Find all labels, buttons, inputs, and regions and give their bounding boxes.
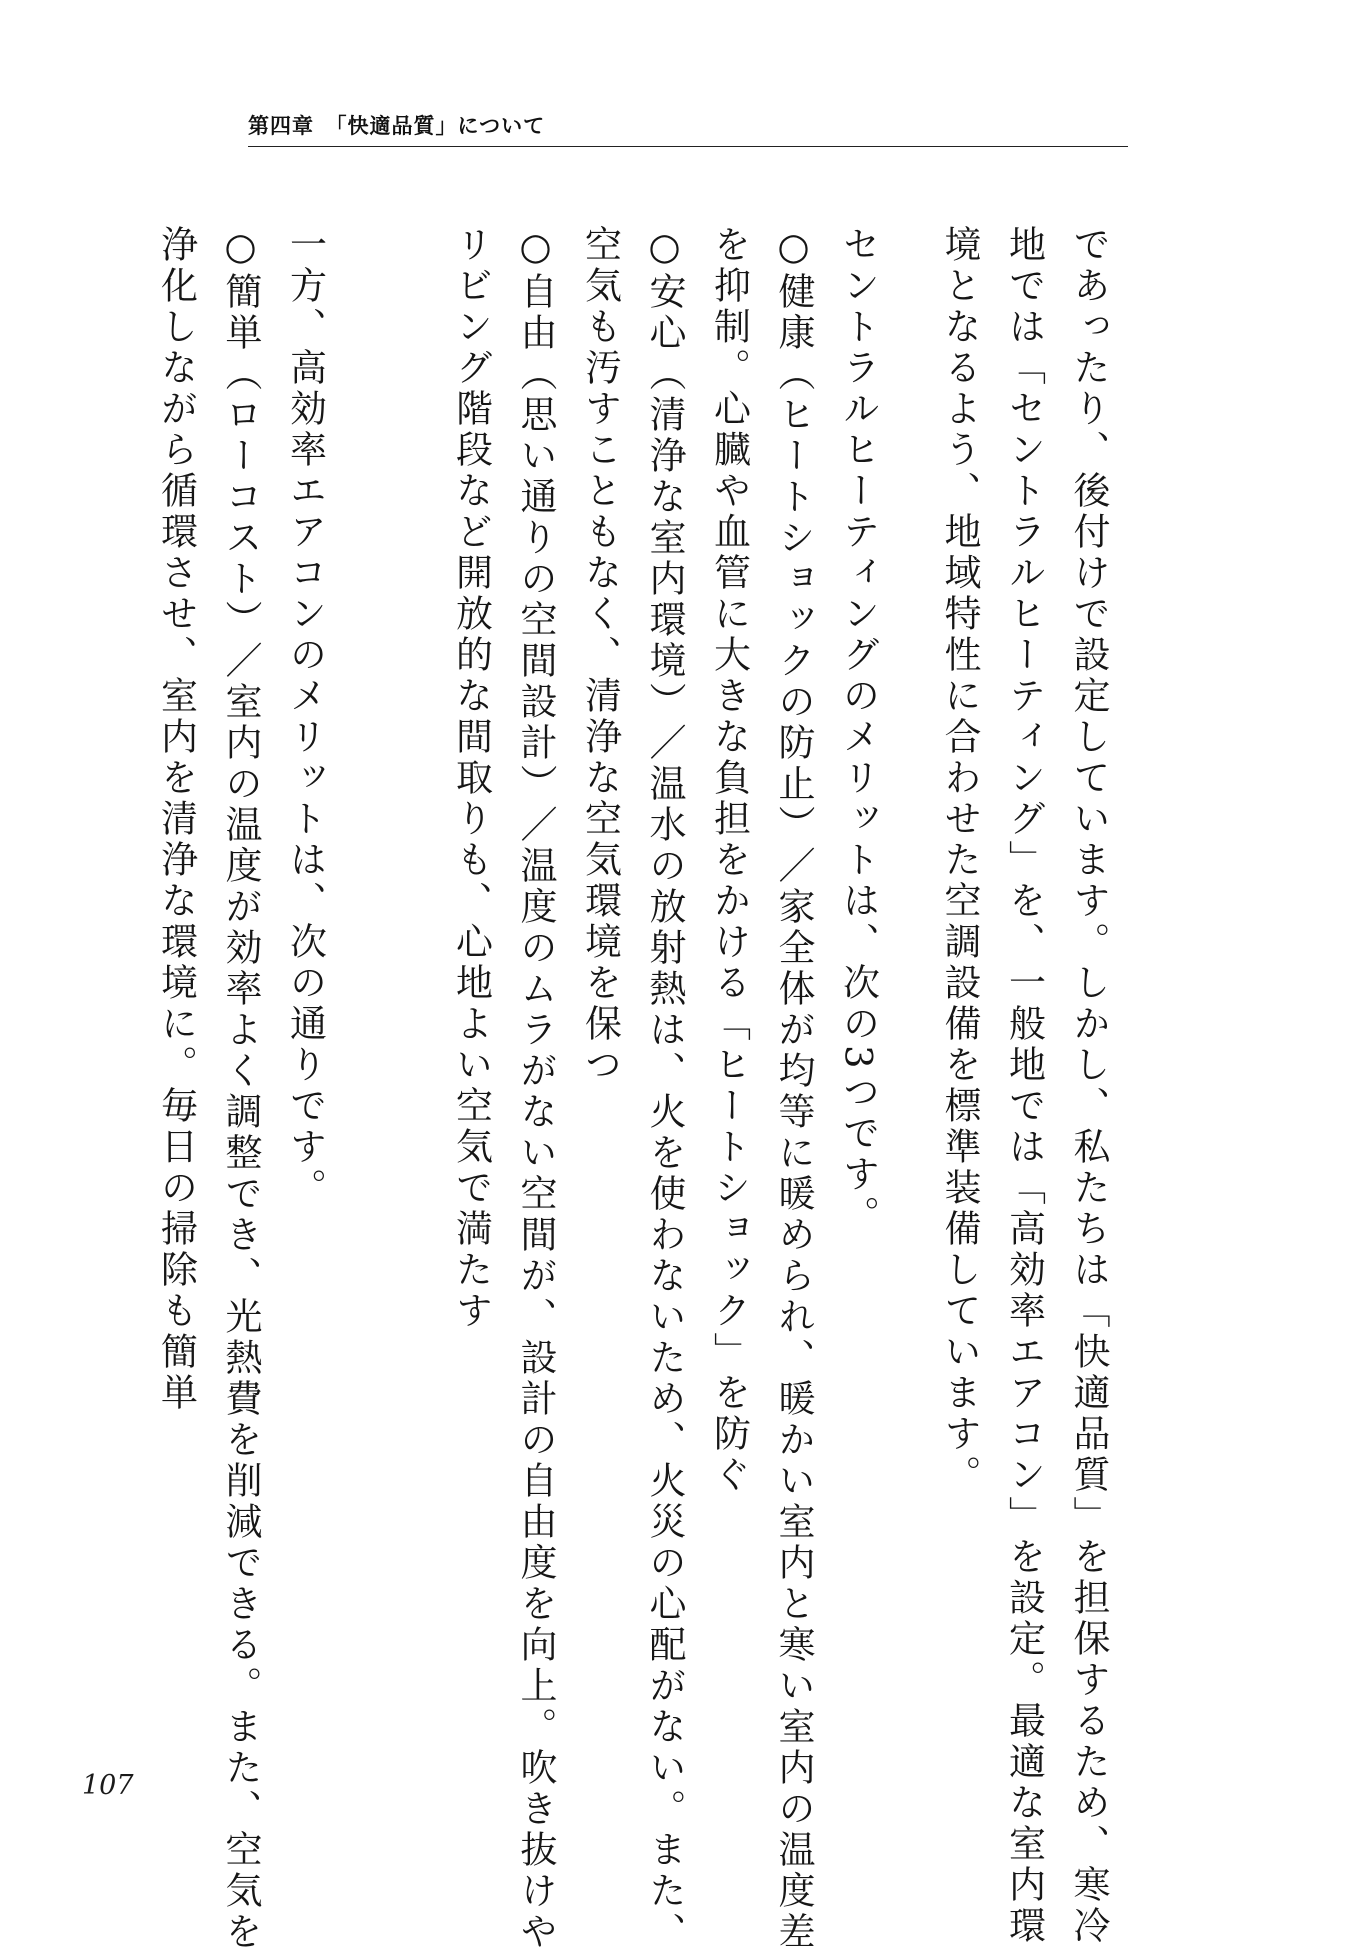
text-line: 地では「セントラルヒーティング」を、一般地では「高効率エアコン」を設定。最適な室内環 bbox=[1002, 225, 1046, 1947]
text-line: リビング階段など開放的な間取りも、心地よい空気で満たす bbox=[449, 225, 493, 1332]
body-text bbox=[154, 225, 1120, 1953]
text-line: ○自由（思い通りの空間設計）／温度のムラがない空間が、設計の自由度を向上。吹き抜けや bbox=[514, 225, 557, 1953]
text-line: 境となるよう、地域特性に合わせた空調設備を標準装備しています。 bbox=[938, 225, 981, 1496]
text-line: ○安心（清浄な室内環境）／温水の放射熱は、火を使わないため、火災の心配がない。また、 bbox=[643, 225, 686, 1953]
page-number: 107 bbox=[82, 1770, 134, 1801]
text-line: 一方、高効率エアコンのメリットは、次の通りです。 bbox=[283, 225, 327, 1209]
text-line: ○健康（ヒートショックの防止）／家全体が均等に暖められ、暖かい室内と寒い室内の温度差 bbox=[772, 225, 815, 1953]
running-head: 第四章 「快適品質」について bbox=[248, 114, 546, 138]
header-rule bbox=[248, 146, 1128, 147]
text-line: であったり、後付けで設定しています。しかし、私たちは「快適品質」を担保するため、寒冷 bbox=[1067, 225, 1110, 1947]
text-line: セントラルヒーティングのメリットは、次の3つです。 bbox=[836, 225, 880, 1237]
text-line: ○簡単（ローコスト）／室内の温度が効率よく調整でき、光熱費を削減できる。また、空気を bbox=[219, 225, 262, 1953]
text-line: 浄化しながら循環させ、室内を清浄な環境に。毎日の掃除も簡単 bbox=[154, 225, 198, 1414]
text-line: を抑制。心臓や血管に大きな負担をかける「ヒートショック」を防ぐ bbox=[707, 225, 751, 1496]
blank-line bbox=[374, 225, 439, 226]
text-line: 空気も汚すこともなく、清浄な空気環境を保つ bbox=[578, 225, 622, 1086]
